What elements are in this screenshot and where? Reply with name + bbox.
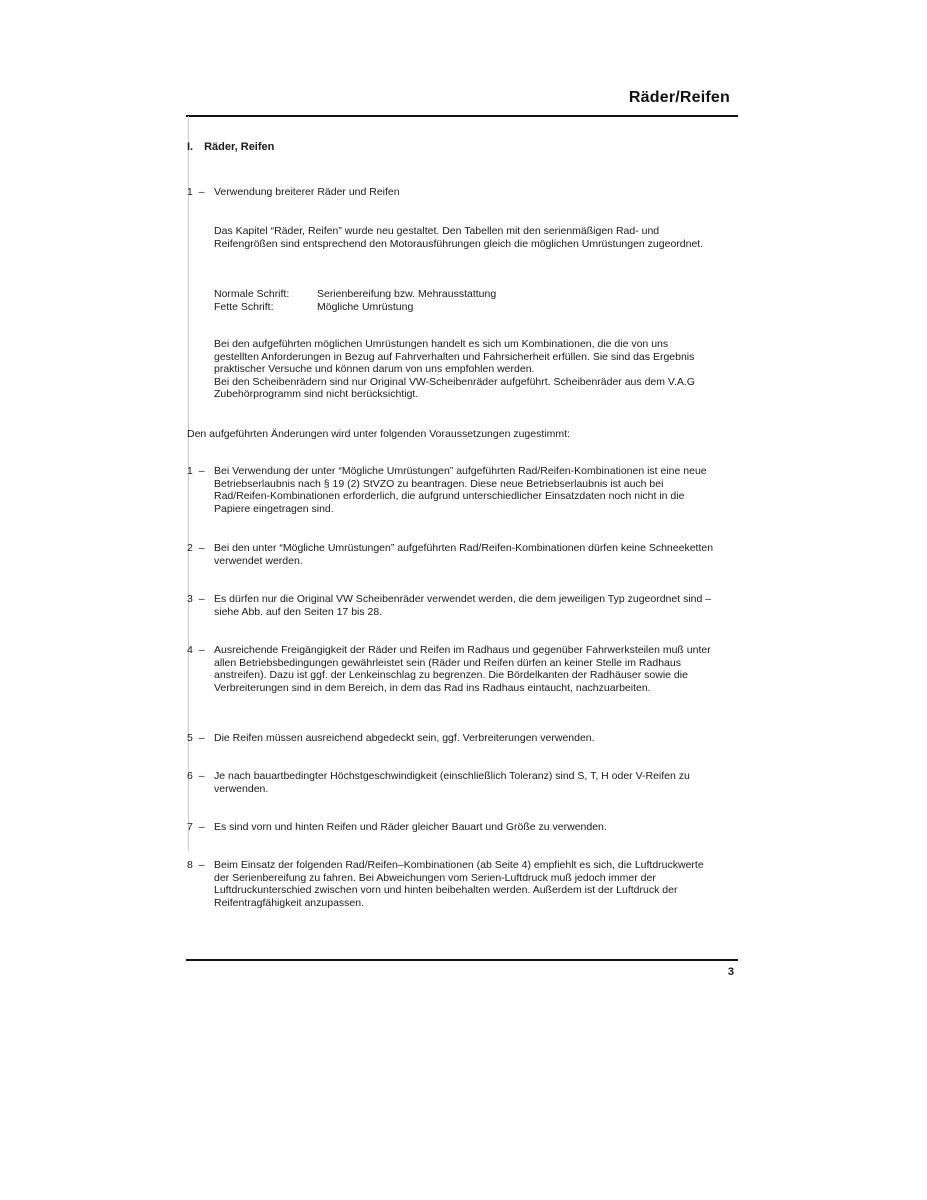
- condition-text: Die Reifen müssen ausreichend abgedeckt sein, ggf. Verbreiterungen verwenden.: [214, 732, 595, 744]
- combination-text: Bei den aufgeführten möglichen Umrüstungen handelt es sich um Kombinationen, die die von uns gestellten Anforderungen in Bezug auf Fahrverhalten und Fahrsicherheit erfüllen. Sie sind das Ergebnis praktischer Versuche und können darum von uns empfohlen werden.: [214, 338, 695, 376]
- condition-text: Es sind vorn und hinten Reifen und Räder gleicher Bauart und Größe zu verwenden.: [214, 821, 607, 833]
- page-number: 3: [727, 966, 734, 978]
- disc-wheels-note: Bei den Scheibenrädern sind nur Original VW-Scheibenräder aufgeführt. Scheibenräder aus dem V.A.G Zubehörprogramm sind nicht berücksichtigt.: [214, 375, 695, 401]
- conditions-intro: Den aufgeführten Änderungen wird unter folgenden Voraussetzungen zugestimmt:: [187, 428, 570, 440]
- condition-text: Bei Verwendung der unter “Mögliche Umrüstungen” aufgeführten Rad/Reifen-Kombinationen ist eine neue Betriebserlaubnis nach § 19 (2) StVZO zu beantragen. Diese neue Betriebserlaubnis ist auch bei Rad/Reifen-Kombinationen erforderlich, die aufgrund unterschiedlicher Einsatzdaten noch nicht in die Papiere eingetragen sind.: [214, 465, 707, 515]
- legend-value: Mögliche Umrüstung: [317, 300, 414, 313]
- condition-text: Bei den unter “Mögliche Umrüstungen” aufgeführten Rad/Reifen-Kombinationen dürfen keine Schneeketten verwendet werden.: [214, 542, 714, 567]
- legend-key: Fette Schrift:: [214, 300, 274, 313]
- condition-text: Ausreichende Freigängigkeit der Räder und Reifen im Radhaus und gegenüber Fahrwerksteilen muß unter allen Betriebsbedingungen gewährleistet sein (Räder und Reifen dürfen an keiner Stelle im Radhaus anstreifen). Dazu ist ggf. der Lenkeinschlag zu begrenzen. Die Bördelkanten der Radhäuser sowie die Verbreiterungen sind in dem Bereich, in dem das Rad ins Radhaus eintaucht, nachzuarbeiten.: [214, 644, 711, 694]
- condition-marker: 8 –: [187, 859, 205, 871]
- intro-item-text: Verwendung breiterer Räder und Reifen: [214, 186, 400, 198]
- legend-key: Normale Schrift:: [214, 288, 290, 300]
- condition-text: Je nach bauartbedingter Höchstgeschwindigkeit (einschließlich Toleranz) sind S, T, H oder V-Reifen zu verwenden.: [214, 770, 690, 795]
- intro-item-marker: 1 –: [187, 186, 205, 198]
- header-rule: [186, 115, 738, 117]
- font-legend: [214, 288, 709, 313]
- condition-marker: 4 –: [187, 644, 205, 656]
- legend-row: [214, 288, 709, 301]
- condition-marker: 6 –: [187, 770, 205, 782]
- condition-marker: 1 –: [187, 465, 205, 477]
- section-title: Räder, Reifen: [204, 141, 275, 153]
- section-heading: [187, 141, 274, 153]
- intro-paragraph: Das Kapitel “Räder, Reifen” wurde neu gestaltet. Den Tabellen mit den serienmäßigen Rad- und Reifengrößen sind entsprechend den Motorausführungen gleich die möglichen Umrüstungen zugeordnet.: [214, 225, 704, 250]
- section-number: I.: [187, 141, 194, 153]
- condition-marker: 7 –: [187, 821, 205, 833]
- combination-paragraph: [214, 338, 709, 401]
- condition-text: Beim Einsatz der folgenden Rad/Reifen–Kombinationen (ab Seite 4) empfiehlt es sich, die Luftdruckwerte der Serienbereifung zu fahren. Bei Abweichungen vom Serien-Luftdruck muß jedoch immer der Luftdruckunterschied zwischen vorn und hinten beibehalten werden. Außerdem ist der Luftdruck der Reifentragfähigkeit anzupassen.: [214, 859, 704, 909]
- footer-rule: [186, 959, 738, 961]
- legend-row: [214, 301, 709, 314]
- condition-marker: 3 –: [187, 593, 205, 605]
- condition-text: Es dürfen nur die Original VW Scheibenräder verwendet werden, die dem jeweiligen Typ zugeordnet sind – siehe Abb. auf den Seiten 17 bis 28.: [214, 593, 712, 618]
- legend-value: Serienbereifung bzw. Mehrausstattung: [317, 288, 497, 300]
- condition-marker: 2 –: [187, 542, 205, 554]
- page-header-title: Räder/Reifen: [628, 89, 730, 106]
- condition-marker: 5 –: [187, 732, 205, 744]
